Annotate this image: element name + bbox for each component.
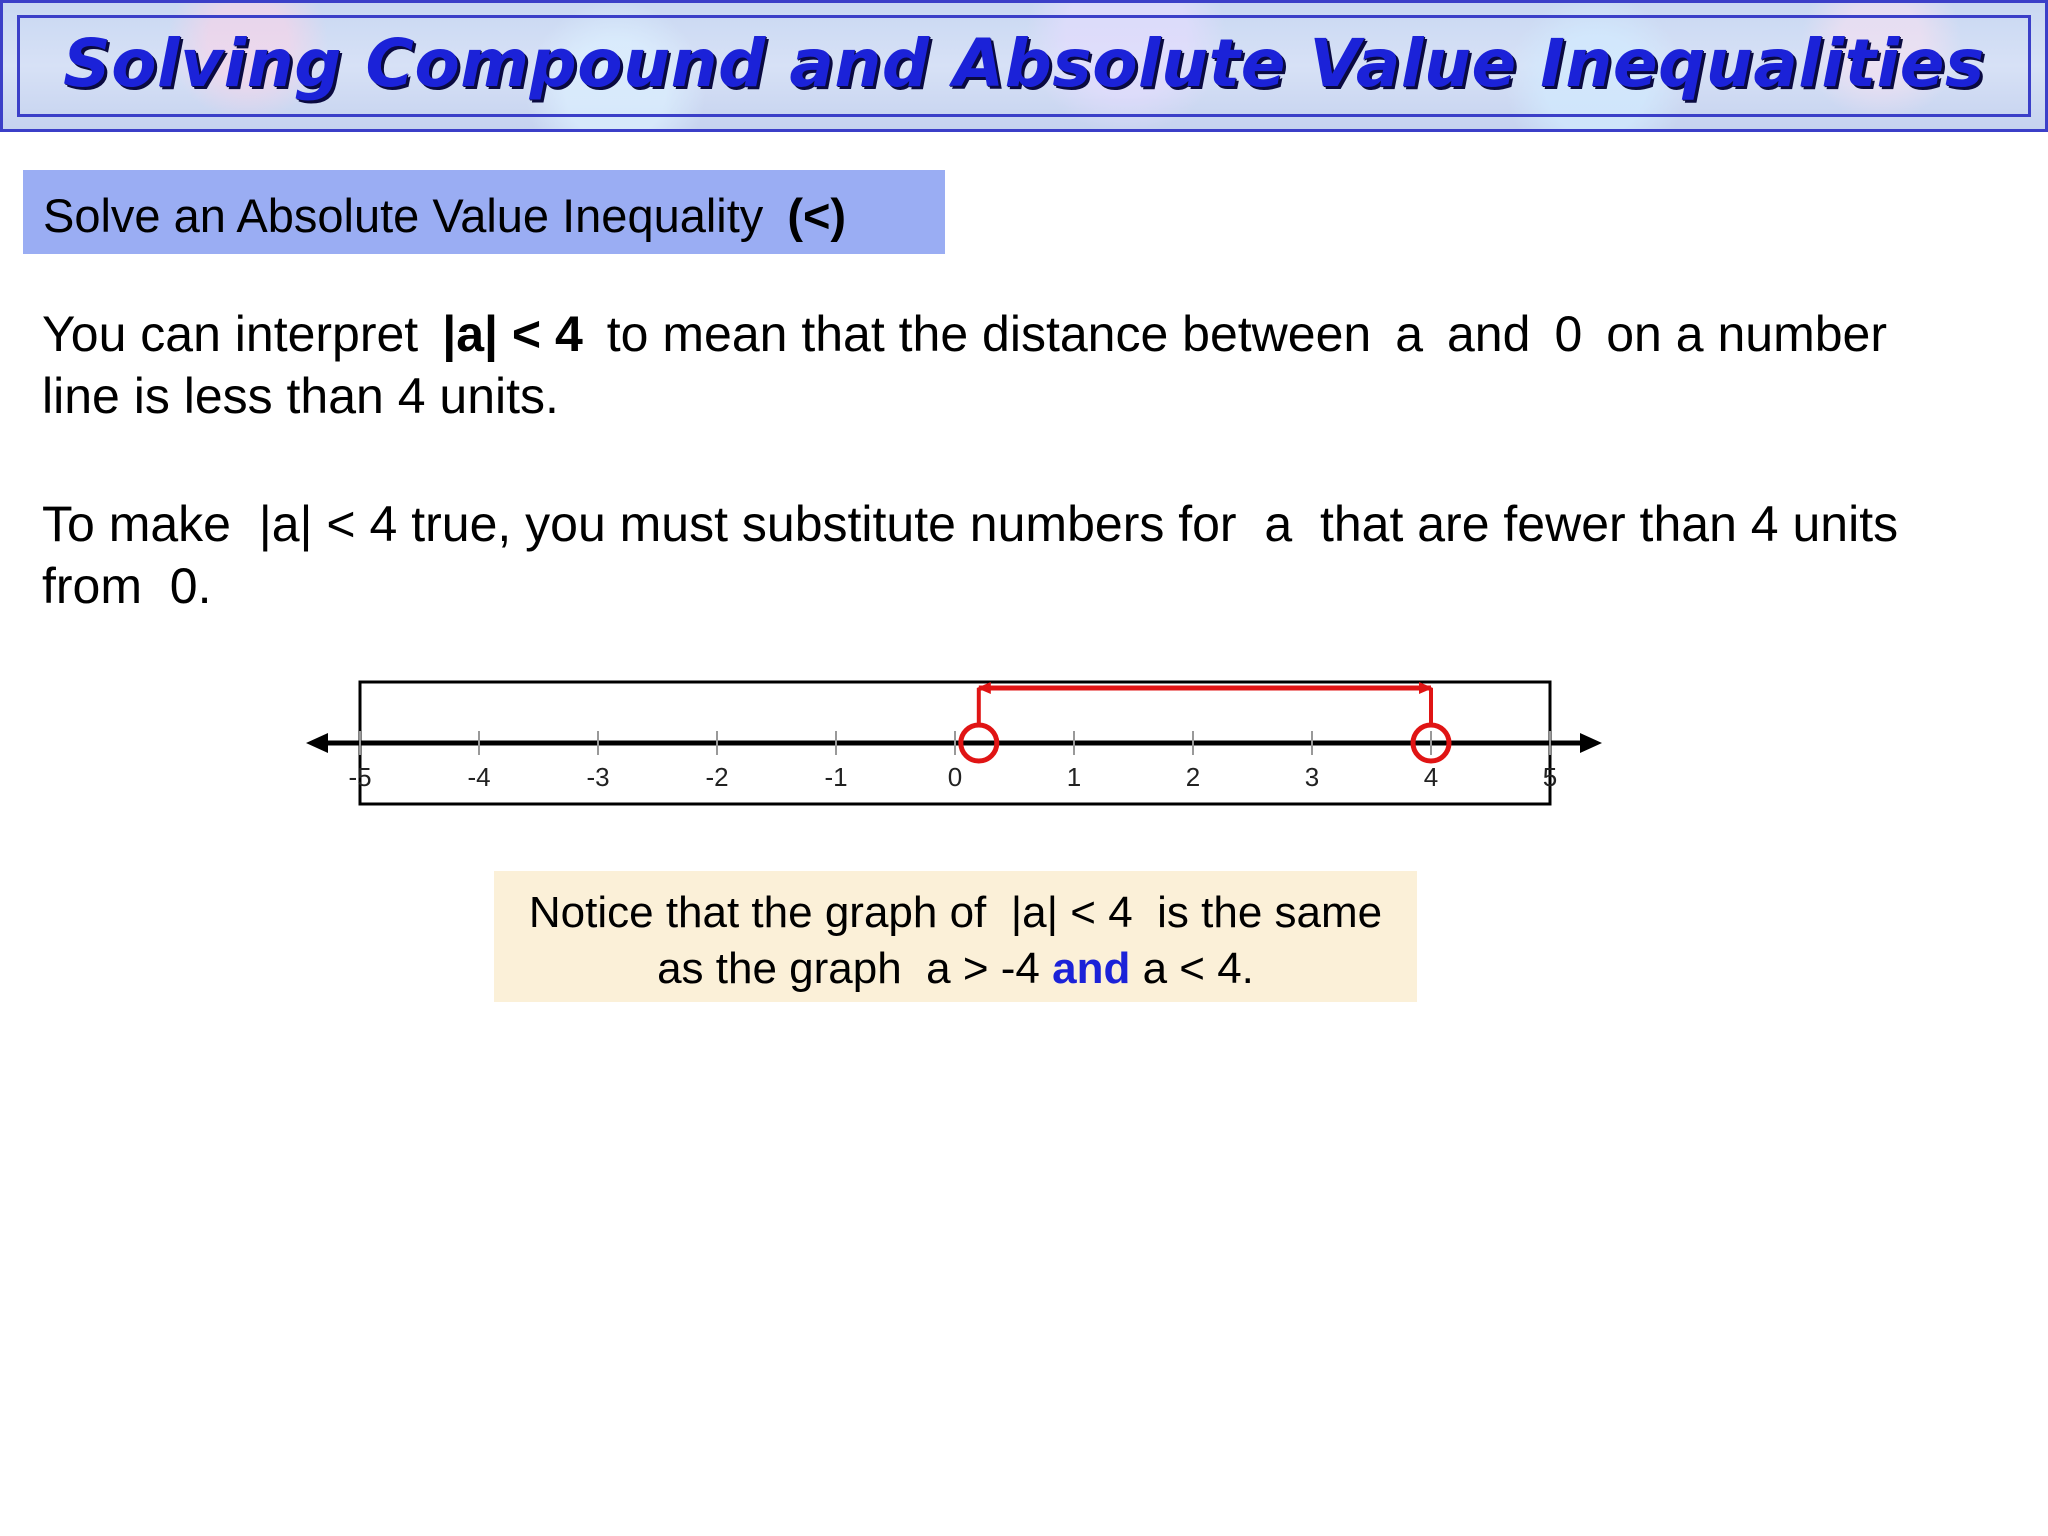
- p2-line1: To make |a| < 4 true, you must substitute numbers for a that are fewer than 4 units: [42, 496, 1899, 552]
- p1-mid: to mean that the distance between: [606, 306, 1372, 362]
- tick-label: 5: [1542, 762, 1558, 792]
- left-arrow-icon: [306, 733, 328, 753]
- p1-line2: line is less than 4 units.: [42, 368, 559, 424]
- tick-label: -3: [586, 762, 610, 792]
- p2-line2: from 0.: [42, 558, 212, 614]
- notice-line2-pre: as the graph a > -4: [657, 944, 1053, 993]
- tick-label: -1: [824, 762, 848, 792]
- tick-group: [348, 731, 1557, 792]
- p1-var: a: [1395, 306, 1423, 362]
- tick-label: 4: [1423, 762, 1439, 792]
- notice-box: [494, 871, 1417, 1002]
- tick-label: 3: [1304, 762, 1320, 792]
- tick-label: -5: [348, 762, 372, 792]
- tick-label: 2: [1185, 762, 1201, 792]
- notice-line2-post: a < 4.: [1130, 944, 1254, 993]
- p1-expression: |a| < 4: [442, 306, 583, 362]
- p1-post: on a number: [1606, 306, 1887, 362]
- right-arrow-icon: [1580, 733, 1602, 753]
- tick-label: -4: [467, 762, 491, 792]
- tick-label: 0: [947, 762, 963, 792]
- p1-zero: 0: [1554, 306, 1583, 362]
- notice-and: and: [1052, 944, 1131, 993]
- notice-line1: Notice that the graph of |a| < 4 is the same: [528, 888, 1383, 937]
- section-heading-label: Solve an Absolute Value Inequality: [43, 189, 764, 242]
- solution-interval: [961, 682, 1449, 761]
- page-title: Solving Compound and Absolute Value Inequalities: [63, 25, 1985, 102]
- p1-pre: You can interpret: [42, 306, 419, 362]
- section-heading-symbol: (<): [787, 189, 847, 242]
- p1-and: and: [1447, 306, 1531, 362]
- tick-label: 1: [1066, 762, 1082, 792]
- tick-label: -2: [705, 762, 729, 792]
